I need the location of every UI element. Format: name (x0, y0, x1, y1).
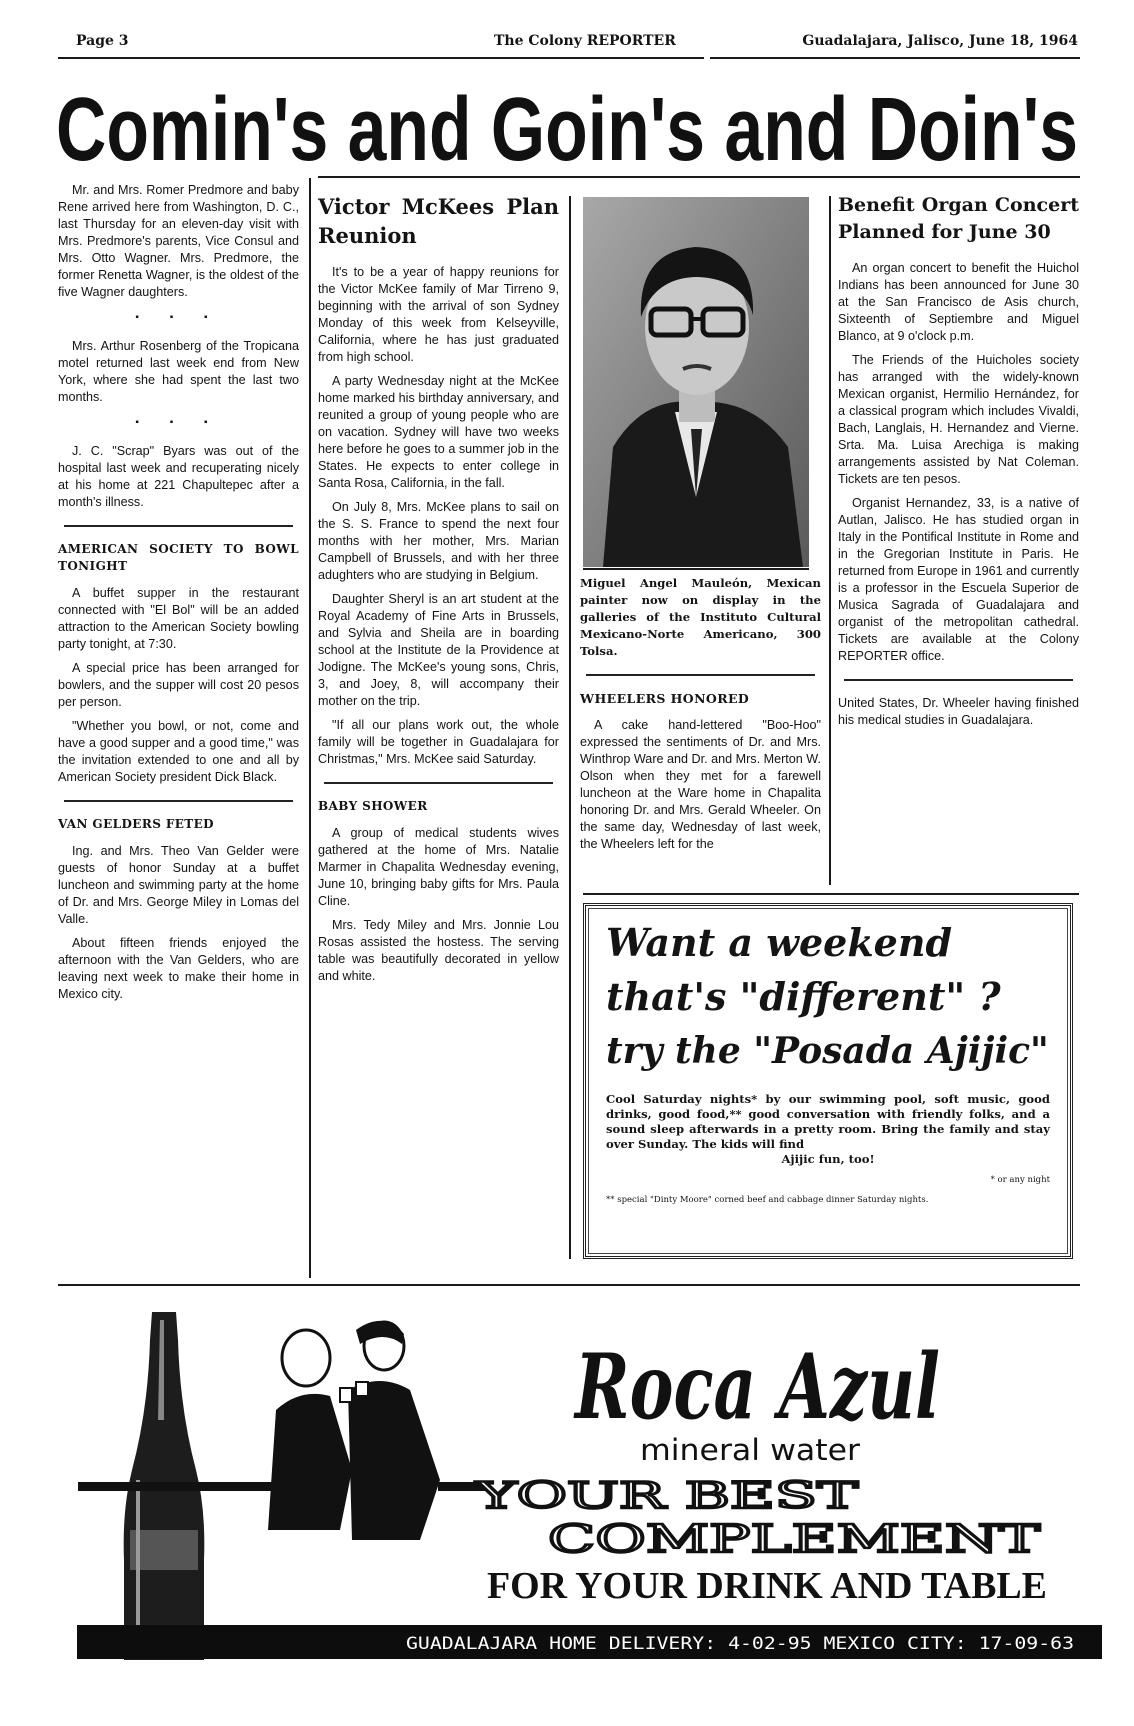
article-paragraph: Organist Hernandez, 33, is a native of Autlan, Jalisco. He has studied organ in Italy in the Pontifical Institute in Rome and in the Gregorian Institute in Paris. He returned from Europe in 1961 and currently is a professor in the Escuela Superior de Musica Sagrada of Guadalajara and organist of the metropolitan cathedral. Tickets are available at the Colony REPORTER office. (838, 496, 1079, 663)
slogan-line-3: FOR YOUR DRINK AND TABLE (487, 1565, 1047, 1607)
ad-body-last-line: Ajijic fun, too! (781, 1152, 875, 1166)
ad-body (606, 1092, 1050, 1167)
ad-script-line-1: Want a weekend (606, 920, 953, 965)
article-rule (844, 679, 1073, 681)
article-paragraph: A buffet supper in the restaurant connected with "El Bol" will be an added attraction to the American Society bowling party tonight, at 7:30. (58, 586, 299, 651)
dateline: Guadalajara, Jalisco, June 18, 1964 (802, 33, 1078, 49)
brand-logo: Roca Azul (572, 1334, 940, 1440)
column-divider (309, 178, 311, 1278)
article-paragraph: About fifteen friends enjoyed the afternoon with the Van Gelders, who are leaving next week to make their home in Mexico city. (58, 936, 299, 1001)
article-paragraph: Ing. and Mrs. Theo Van Gelder were guests of honor Sunday at a buffet luncheon and swimming party at the home of Dr. and Mrs. George Miley in Lomas del Valle. (58, 844, 299, 926)
photo-caption: Miguel Angel Mauleón, Mexican painter now on display in the galleries of the Instituto Cultural Mexicano-Norte Americano, 300 Tolsa. (580, 576, 821, 658)
article-paragraph: A special price has been arranged for bowlers, and the supper will cost 20 pesos per person. (58, 661, 299, 709)
article-title-american-society: AMERICAN SOCIETY TO BOWL TONIGHT (58, 542, 299, 573)
article-title-baby-shower: BABY SHOWER (318, 799, 428, 813)
article-title-van-gelders: VAN GELDERS FETED (58, 817, 214, 831)
column-2 (318, 192, 559, 992)
ad-script-line-3: try the "Posada Ajijic" (606, 1030, 1049, 1072)
ad-body-text: Cool Saturday nights* by our swimming pool, soft music, good drinks, good food,** good conversation with friendly folks, and a sound sleep afterwards in a pretty room. Bring the family and stay over Sunday. The kids will find (606, 1092, 1050, 1151)
social-item: Mrs. Arthur Rosenberg of the Tropicana motel returned last week end from New York, where she had spent the last two months. (58, 339, 299, 404)
slogan-line-2: COMPLEMENT (548, 1517, 1040, 1561)
column-divider (829, 196, 831, 885)
column-4 (838, 192, 1079, 736)
social-item: Mr. and Mrs. Romer Predmore and baby Rene arrived here from Washington, D. C., last Thursday for an eleven-day visit with Mrs. Predmore's parents, Vice Consul and Mrs. Otto Wagner. Mrs. Predmore, the former Renetta Wagner, is the oldest of the five Wagner daughters. (58, 183, 299, 299)
ad-top-rule (583, 893, 1079, 895)
ad-footnote-2: ** special "Dinty Moore" corned beef and cabbage dinner Saturday nights. (606, 1195, 929, 1205)
article-paragraph: An organ concert to benefit the Huichol Indians has been announced for June 30 at the San Francisco de Asis church, Sixteenth of Septiembre and Miguel Blanco, at 9 o'clock p.m. (838, 261, 1079, 343)
article-paragraph: "If all our plans work out, the whole family will be together in Guadalajara for Christmas," Mrs. McKee said Saturday. (318, 718, 559, 766)
column-3 (580, 575, 821, 860)
portrait-photo (583, 197, 809, 567)
ad-script-line-2: that's "different" ? (606, 974, 1001, 1019)
column-divider (569, 196, 571, 1259)
article-paragraph: A group of medical students wives gathered at the home of Mrs. Natalie Marmer in Chapalita Wednesday evening, June 10, bringing baby gifts for Mrs. Paula Cline. (318, 826, 559, 908)
article-paragraph: A party Wednesday night at the McKee home marked his birthday anniversary, and reunited a group of young people who are on vacation. Sydney will have two weeks here before he goes to a summer job in the States. He expects to enter college in Santa Rosa, California, in the fall. (318, 374, 559, 490)
headline-rule (318, 176, 1080, 178)
article-paragraph: The Friends of the Huicholes society has arranged with the widely-known Mexican organist, Hermilio Hernández, for a classical program which includes Vivaldi, Bach, Langlais, H. Hernandez and Vierne. Srta. Ma. Luisa Arechiga is making arrangements assisted by Nat Coleman. Tickets are ten pesos. (838, 353, 1079, 486)
article-continuation: United States, Dr. Wheeler having finished his medical studies in Guadalajara. (838, 696, 1079, 727)
article-rule (64, 525, 293, 527)
roca-azul-ad (0, 1300, 1134, 1680)
product-name: mineral water (640, 1433, 861, 1467)
article-paragraph: Mrs. Tedy Miley and Mrs. Jonnie Lou Rosas assisted the hostess. The serving table was beautifully decorated in yellow and white. (318, 918, 559, 983)
item-separator: ▪ ▪ ▪ (135, 417, 222, 428)
men-toasting-illustration (268, 1321, 440, 1540)
delivery-phone-numbers: GUADALAJARA HOME DELIVERY: 4-02-95 MEXICO CITY: 17-09-63 (406, 1634, 1074, 1654)
article-rule (586, 674, 815, 676)
masthead-rule-left (58, 57, 704, 59)
article-paragraph: It's to be a year of happy reunions for the Victor McKee family of Mar Tirreno 9, beginning with the arrival of son Sydney Monday of this week from Kelseyville, California, where he has just graduated from high school. (318, 265, 559, 364)
table-edge (78, 1482, 288, 1491)
ad-footnote-1: * or any night (990, 1175, 1050, 1185)
slogan-line-1: YOUR BEST (474, 1476, 858, 1517)
article-title-mckees: Victor McKees Plan Reunion (318, 194, 559, 248)
article-paragraph: A cake hand-lettered "Boo-Hoo" expressed the sentiments of Dr. and Mrs. Winthrop Ware and Dr. and Mrs. Merton W. Olson when they met for a farewell luncheon at the Ware home in Chapalita honoring Dr. and Mrs. Gerald Wheeler. On the same day, Wednesday of last week, the Wheelers left for the (580, 718, 821, 851)
masthead-rule-right (710, 57, 1080, 59)
article-title-wheelers: WHEELERS HONORED (580, 691, 750, 706)
page-number: Page 3 (76, 33, 129, 49)
section-rule (58, 1284, 1080, 1286)
photo-rule (583, 568, 809, 570)
article-title-organ-concert: Benefit Organ Concert Planned for June 30 (838, 194, 1079, 243)
page-headline: Comin's and Goin's and Doin's (56, 80, 1078, 170)
posada-ajijic-ad (583, 903, 1073, 1259)
item-separator: ▪ ▪ ▪ (135, 312, 222, 323)
social-item: J. C. "Scrap" Byars was out of the hospital last week and recuperating nicely at his home at 221 Chapultepec after a month's illness. (58, 444, 299, 509)
article-rule (64, 800, 293, 802)
article-paragraph: On July 8, Mrs. McKee plans to sail on the S. S. France to spend the next four months with her mother, Mrs. Marian Campbell of Brussels, and with her three adughters who are studying in Belgium. (318, 500, 559, 582)
column-1 (58, 182, 299, 1010)
article-paragraph: Daughter Sheryl is an art student at the Royal Academy of Fine Arts in Brussels, and Sylvia and Sheila are in boarding school at the Institute de la Providence at Jodigne. The McKee's young sons, Chris, 3, and Joey, 8, will accompany their mother on the trip. (318, 592, 559, 708)
headline-banner (54, 78, 1084, 170)
paper-name: The Colony REPORTER (494, 33, 676, 49)
article-paragraph: "Whether you bowl, or not, come and have a good supper and a good time," was the invitation extended to one and all by American Society president Dick Black. (58, 719, 299, 784)
article-rule (324, 782, 553, 784)
